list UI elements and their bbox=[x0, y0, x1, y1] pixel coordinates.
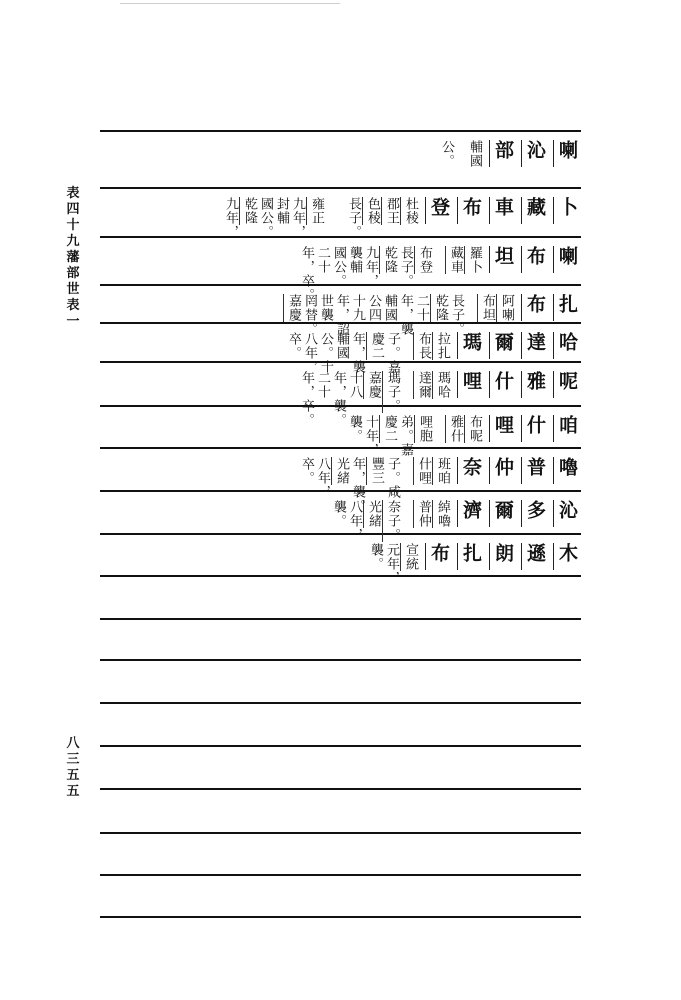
entry-name-glyph: 卜 bbox=[553, 197, 578, 224]
entry-text-column: 布坦 bbox=[477, 294, 495, 322]
entry-text-column: 慶二 bbox=[366, 332, 384, 360]
entry-text-column: 世襲 bbox=[318, 294, 333, 322]
entry-name-glyph: 哩 bbox=[489, 415, 514, 442]
table-cell bbox=[412, 457, 450, 485]
entry-text-column: 卒。 bbox=[286, 332, 301, 360]
table-cell bbox=[456, 500, 482, 527]
row-rule bbox=[100, 618, 581, 620]
table-row bbox=[100, 533, 581, 585]
entry-text-column: 年，詔 bbox=[334, 294, 349, 336]
row-rule bbox=[100, 702, 581, 704]
table-cell bbox=[488, 371, 514, 398]
entry-name-glyph: 沁 bbox=[521, 140, 546, 167]
table-cell bbox=[488, 140, 514, 167]
entry-text-column: 子。咸 bbox=[385, 457, 400, 499]
entry-name-glyph: 普 bbox=[521, 457, 546, 484]
entry-text-column: 輔國 bbox=[467, 140, 482, 168]
entry-name-glyph: 扎 bbox=[457, 543, 482, 570]
entry-name-glyph: 扎 bbox=[553, 294, 578, 321]
entry-text-column: 布長 bbox=[413, 332, 431, 360]
table-cell bbox=[520, 415, 546, 442]
table-row bbox=[100, 284, 581, 336]
entry-text-column: 年，襲。 bbox=[331, 371, 346, 427]
table-cell bbox=[520, 140, 546, 167]
entry-text-column: 達爾 bbox=[413, 371, 431, 399]
entry-text-column: 襲輔 bbox=[347, 246, 362, 274]
row-rule bbox=[100, 832, 581, 834]
entry-name-glyph: 布 bbox=[521, 294, 546, 321]
table-row bbox=[100, 236, 581, 302]
table-row bbox=[100, 322, 581, 374]
entry-text-column: 九年， bbox=[223, 197, 238, 239]
entry-text-column: 公四 bbox=[366, 294, 381, 322]
entry-text-column: 布呢 bbox=[464, 415, 482, 443]
entry-name-glyph: 奈 bbox=[457, 457, 482, 484]
entry-text-column: 乾隆 bbox=[239, 197, 257, 225]
entry-text-column: 長子。 bbox=[346, 197, 361, 239]
entry-text-column: 豐三 bbox=[366, 457, 384, 485]
table-cell bbox=[552, 457, 578, 484]
table-cell bbox=[552, 246, 578, 273]
entry-text-column: 襲。 bbox=[368, 543, 383, 571]
entry-text-column: 班咱 bbox=[432, 457, 450, 485]
entry-text-column: 藏車 bbox=[445, 246, 463, 274]
table-cell bbox=[488, 415, 514, 442]
entry-text-column: 瑪子。 bbox=[382, 371, 400, 413]
entry-name-glyph: 木 bbox=[553, 543, 578, 570]
entry-name-glyph: 布 bbox=[521, 246, 546, 273]
table-cell bbox=[520, 543, 546, 570]
entry-text-column: 長子。 bbox=[449, 294, 464, 336]
table-cell bbox=[444, 415, 482, 443]
entry-name-glyph: 達 bbox=[521, 332, 546, 359]
entry-text-column: 長子。 bbox=[398, 246, 413, 288]
table-cell bbox=[520, 332, 546, 359]
entry-name-glyph: 咱 bbox=[553, 415, 578, 442]
entry-name-glyph: 多 bbox=[521, 500, 546, 527]
entry-name-glyph: 哈 bbox=[553, 332, 578, 359]
entry-text-column: 阿喇 bbox=[496, 294, 514, 322]
entry-text-column: 宣統 bbox=[400, 543, 418, 571]
table-cell bbox=[456, 543, 482, 570]
entry-text-column: 國公。 bbox=[258, 197, 273, 239]
row-rule bbox=[100, 874, 581, 876]
entry-text-column: 瑪哈 bbox=[432, 371, 450, 399]
row-rule bbox=[100, 788, 581, 790]
top-rule bbox=[120, 3, 340, 4]
entry-text-column: 八年， bbox=[302, 332, 317, 374]
entry-name-glyph: 雅 bbox=[521, 371, 546, 398]
entry-text-column: 公。十 bbox=[318, 332, 333, 374]
entry-text-column: 雅什 bbox=[445, 415, 463, 443]
table-row bbox=[100, 187, 581, 239]
entry-text-column: 乾隆 bbox=[379, 246, 397, 274]
table-cell bbox=[488, 246, 514, 273]
entry-text-column: 輔國 bbox=[382, 294, 397, 322]
entry-text-column: 光緒 bbox=[331, 457, 349, 485]
entry-text-column: 子。嘉 bbox=[385, 332, 400, 374]
table-cell bbox=[488, 457, 514, 484]
entry-text-column: 襲。 bbox=[331, 500, 346, 528]
table-cell bbox=[552, 371, 578, 398]
entry-name-glyph: 呢 bbox=[553, 371, 578, 398]
entry-text-column: 光緒 bbox=[363, 500, 381, 528]
table-cell bbox=[488, 332, 514, 359]
entry-text-column: 元年， bbox=[384, 543, 399, 585]
table-row bbox=[100, 130, 581, 187]
table-cell bbox=[456, 197, 482, 224]
entry-name-glyph: 藏 bbox=[521, 197, 546, 224]
entry-text-column: 普仲 bbox=[413, 500, 431, 528]
table-cell bbox=[552, 332, 578, 359]
entry-text-column: 慶二 bbox=[379, 415, 397, 443]
entry-name-glyph: 坦 bbox=[489, 246, 514, 273]
entry-text-column: 雍正 bbox=[306, 197, 324, 225]
entry-text-column: 輔國 bbox=[334, 332, 349, 360]
table-cell bbox=[222, 197, 324, 239]
table-cell bbox=[552, 500, 578, 527]
row-rule bbox=[100, 659, 581, 661]
entry-name-glyph: 車 bbox=[489, 197, 514, 224]
entry-text-column: 八年， bbox=[315, 457, 330, 499]
entry-text-column: 八年， bbox=[347, 500, 362, 542]
page-number: 八三五五 bbox=[66, 736, 80, 799]
table-cell bbox=[456, 332, 482, 359]
entry-name-glyph: 部 bbox=[489, 140, 514, 167]
entry-text-column: 罔替。 bbox=[302, 294, 317, 336]
entry-text-column: 二十 bbox=[414, 294, 429, 322]
entry-name-glyph: 布 bbox=[425, 543, 450, 570]
entry-name-glyph: 什 bbox=[489, 371, 514, 398]
entry-text-column: 杜稜 bbox=[400, 197, 418, 225]
table-cell bbox=[367, 543, 418, 585]
entry-text-column: 二十 bbox=[315, 371, 330, 399]
entry-text-column: 年，襲。 bbox=[350, 457, 365, 513]
entry-text-column: 公。 bbox=[439, 140, 454, 168]
entry-name-glyph: 濟 bbox=[457, 500, 482, 527]
table-cell bbox=[552, 140, 578, 167]
table-row bbox=[100, 447, 581, 513]
entry-name-glyph: 遜 bbox=[521, 543, 546, 570]
entry-text-column: 哩胞 bbox=[414, 415, 432, 443]
entry-name-glyph: 布 bbox=[457, 197, 482, 224]
table-cell bbox=[412, 500, 450, 528]
entry-text-column: 封輔 bbox=[274, 197, 289, 225]
entry-text-column: 十年， bbox=[363, 415, 378, 457]
table-cell bbox=[424, 197, 450, 224]
entry-text-column: 十九 bbox=[350, 294, 365, 322]
entry-text-column: 色稜 bbox=[362, 197, 380, 225]
table-cell bbox=[488, 543, 514, 570]
entry-text-column: 年，卒。 bbox=[299, 371, 314, 427]
entry-text-column: 襲。 bbox=[347, 415, 362, 443]
table-cell bbox=[552, 197, 578, 224]
entry-name-glyph: 什 bbox=[521, 415, 546, 442]
entry-text-column: 嘉慶 bbox=[283, 294, 301, 322]
entry-name-glyph: 喇 bbox=[553, 246, 578, 273]
entry-name-glyph: 爾 bbox=[489, 332, 514, 359]
table-cell bbox=[456, 371, 482, 398]
entry-text-column: 國公。 bbox=[331, 246, 346, 288]
table-cell bbox=[438, 140, 454, 168]
table-cell bbox=[552, 294, 578, 321]
table-cell bbox=[552, 415, 578, 442]
table-cell bbox=[488, 500, 514, 527]
entry-text-column: 年，襲 bbox=[350, 332, 365, 374]
entry-text-column: 羅卜 bbox=[464, 246, 482, 274]
entry-text-column: 布登 bbox=[414, 246, 432, 274]
table-row bbox=[100, 361, 581, 427]
entry-name-glyph: 哩 bbox=[457, 371, 482, 398]
table-cell bbox=[456, 457, 482, 484]
entry-text-column: 綽嚕 bbox=[432, 500, 450, 528]
table-cell bbox=[520, 246, 546, 273]
entry-text-column: 九年， bbox=[363, 246, 378, 288]
entry-name-glyph: 喇 bbox=[553, 140, 578, 167]
entry-name-glyph: 仲 bbox=[489, 457, 514, 484]
entry-text-column: 嘉慶 bbox=[363, 371, 381, 399]
entry-text-column: 年，襲 bbox=[398, 294, 413, 336]
table-row bbox=[100, 490, 581, 542]
table-row bbox=[100, 405, 581, 457]
entry-name-glyph: 爾 bbox=[489, 500, 514, 527]
table-cell bbox=[444, 246, 482, 274]
table-cell bbox=[520, 197, 546, 224]
entry-text-column: 年，卒。 bbox=[299, 246, 314, 302]
entry-text-column: 二十 bbox=[315, 246, 330, 274]
table-cell bbox=[520, 294, 546, 321]
margin-title: 表四十九 藩部世表一 bbox=[66, 186, 93, 329]
entry-name-glyph: 沁 bbox=[553, 500, 578, 527]
table-cell bbox=[520, 371, 546, 398]
row-rule bbox=[100, 575, 581, 577]
entry-text-column: 十八 bbox=[347, 371, 362, 399]
entry-name-glyph: 登 bbox=[425, 197, 450, 224]
table-cell bbox=[345, 197, 418, 239]
table-cell bbox=[412, 371, 450, 399]
table-cell bbox=[412, 332, 450, 360]
entry-name-glyph: 朗 bbox=[489, 543, 514, 570]
entry-text-column: 什哩 bbox=[413, 457, 431, 485]
entry-text-column: 奈子。 bbox=[382, 500, 400, 542]
entry-text-column: 弟。嘉 bbox=[398, 415, 413, 457]
table-cell bbox=[476, 294, 514, 322]
entry-name-glyph: 瑪 bbox=[457, 332, 482, 359]
entry-text-column: 拉扎 bbox=[432, 332, 450, 360]
table-cell bbox=[520, 500, 546, 527]
entry-text-column: 卒。 bbox=[299, 457, 314, 485]
entry-text-column: 九年， bbox=[290, 197, 305, 239]
table-cell bbox=[488, 197, 514, 224]
table-cell bbox=[466, 140, 482, 168]
entry-text-column: 乾隆 bbox=[430, 294, 448, 322]
row-rule bbox=[100, 745, 581, 747]
table-cell bbox=[552, 543, 578, 570]
row-rule bbox=[100, 916, 581, 918]
entry-name-glyph: 嚕 bbox=[553, 457, 578, 484]
entry-text-column: 郡王 bbox=[381, 197, 399, 225]
table-cell bbox=[424, 543, 450, 570]
table-cell bbox=[520, 457, 546, 484]
